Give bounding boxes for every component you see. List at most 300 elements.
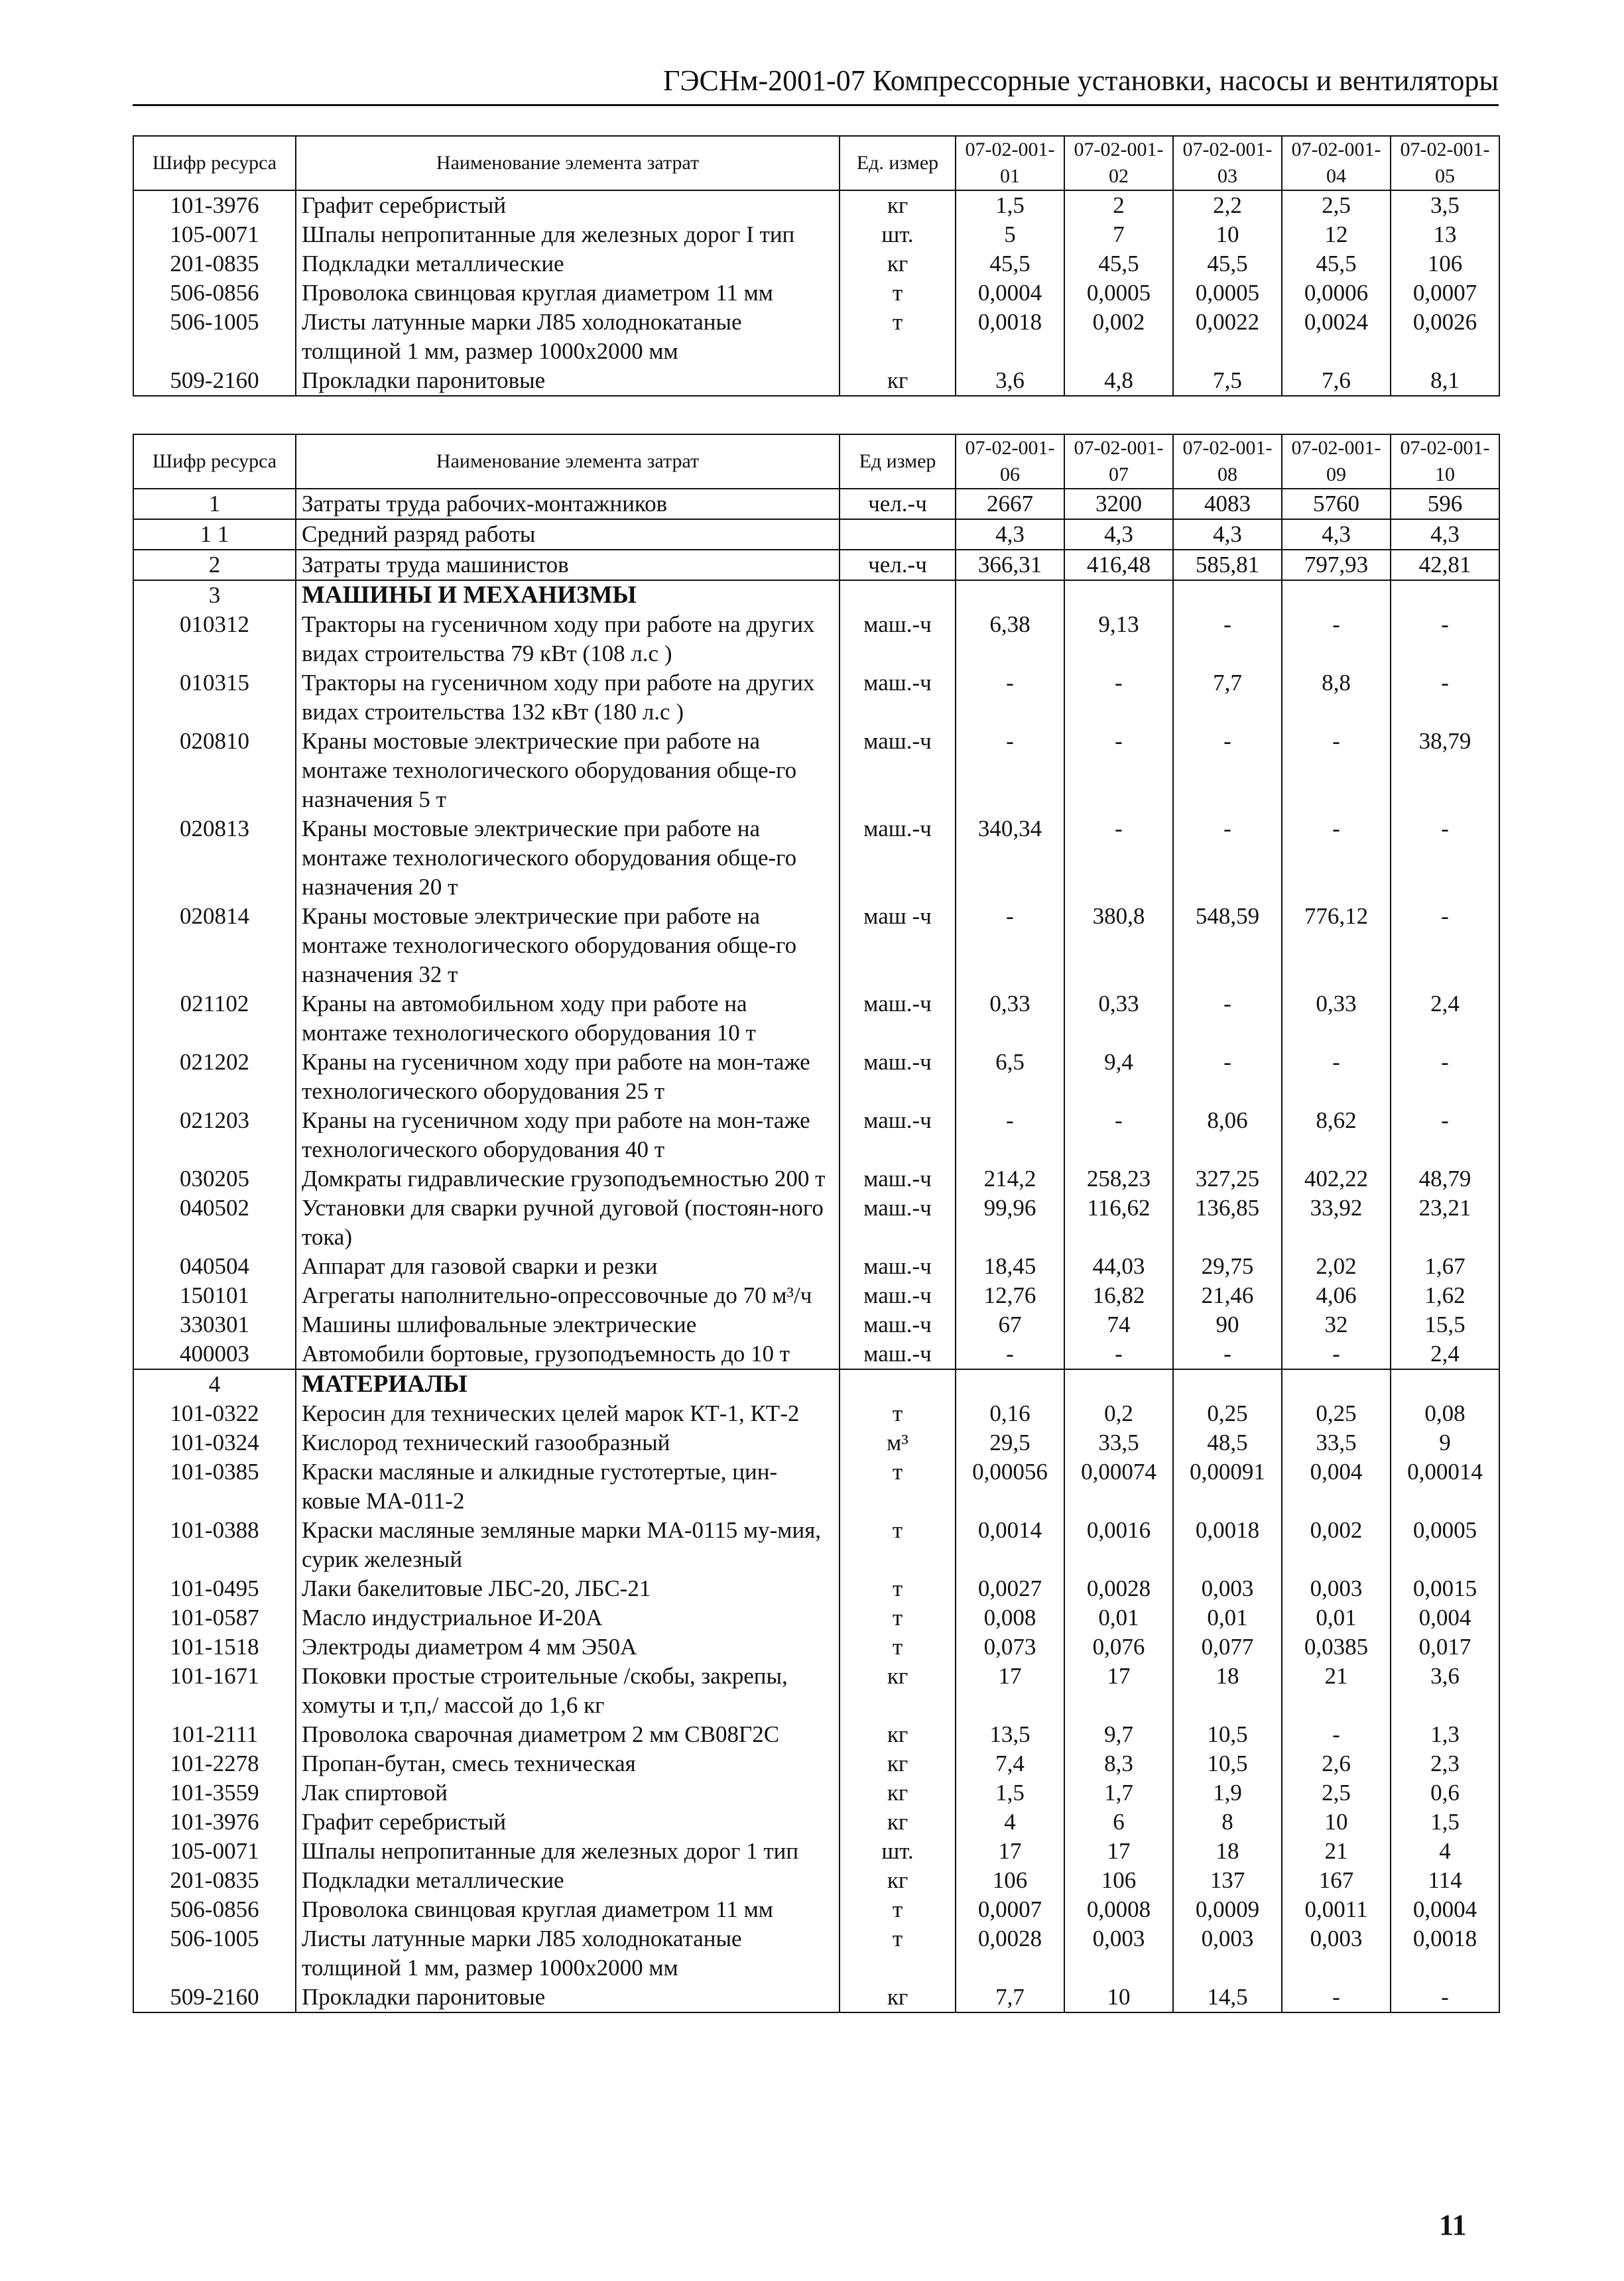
table-cell: 0,0018 (956, 308, 1064, 366)
table-cell: 101-0385 (133, 1457, 296, 1516)
table-row (133, 727, 1499, 814)
table-cell: 101-0388 (133, 1516, 296, 1574)
table-cell: 14,5 (1173, 1983, 1282, 2012)
column-header: 07-02-001-07 (1064, 434, 1173, 489)
table-cell: 0,33 (1282, 989, 1391, 1048)
table-row (133, 1164, 1499, 1194)
table-cell (840, 519, 956, 550)
table-cell: кг (840, 190, 956, 220)
table-cell: 6,38 (956, 610, 1064, 668)
table-cell: 106 (1391, 249, 1499, 278)
table-cell: МАШИНЫ И МЕХАНИЗМЫ (296, 580, 840, 610)
table-cell: т (840, 1633, 956, 1662)
table-cell: кг (840, 249, 956, 278)
table-cell: 0,073 (956, 1633, 1064, 1662)
table-cell: - (1064, 727, 1173, 814)
table-cell: 12 (1282, 220, 1391, 249)
table-cell: 18 (1173, 1837, 1282, 1866)
table-cell: 9,13 (1064, 610, 1173, 668)
table-cell: - (1173, 610, 1282, 668)
table-cell: 9,7 (1064, 1720, 1173, 1749)
table-cell: Аппарат для газовой сварки и резки (296, 1252, 840, 1281)
table-cell: 0,0016 (1064, 1516, 1173, 1574)
table-row (133, 1516, 1499, 1574)
table-cell: кг (840, 1983, 956, 2012)
table-cell: Установки для сварки ручной дуговой (постоян-ного тока) (296, 1194, 840, 1252)
table-cell: 020810 (133, 727, 296, 814)
table-row (133, 1369, 1499, 1399)
table-cell: маш.-ч (840, 1281, 956, 1310)
page-number: 11 (1439, 2209, 1467, 2241)
table-cell: - (1173, 727, 1282, 814)
table-cell: 42,81 (1391, 550, 1499, 580)
table-cell: 48,79 (1391, 1164, 1499, 1194)
table-cell: Домкраты гидравлические грузоподъемностью 200 т (296, 1164, 840, 1194)
table-cell: Подкладки металлические (296, 1866, 840, 1895)
table-cell: - (1064, 814, 1173, 902)
table-cell: 0,0005 (1064, 278, 1173, 308)
page-header-title: ГЭСНм-2001-07 Компрессорные установки, насосы и вентиляторы (133, 64, 1499, 106)
table-cell: Краны мостовые электрические при работе на монтаже технологического оборудования обще-го назначения 5 т (296, 727, 840, 814)
table-cell: Затраты труда машинистов (296, 550, 840, 580)
table-cell: 10,5 (1173, 1749, 1282, 1778)
table-cell: 776,12 (1282, 902, 1391, 989)
column-header: 07-02-001-06 (956, 434, 1064, 489)
table-cell: - (1391, 1983, 1499, 2012)
column-header: 07-02-001-09 (1282, 434, 1391, 489)
table-cell: 1 (133, 489, 296, 519)
column-header: Ед измер (840, 434, 956, 489)
table-cell: 45,5 (1173, 249, 1282, 278)
table-cell: 101-0322 (133, 1399, 296, 1428)
table-cell: 400003 (133, 1339, 296, 1369)
table-cell: 105-0071 (133, 1837, 296, 1866)
table-cell: 0,004 (1282, 1457, 1391, 1516)
table-cell: Электроды диаметром 4 мм Э50А (296, 1633, 840, 1662)
table-header-row (133, 136, 1499, 190)
table-cell: 0,08 (1391, 1399, 1499, 1428)
table-cell: Машины шлифовальные электрические (296, 1310, 840, 1339)
table-row (133, 1720, 1499, 1749)
table-cell: Лаки бакелитовые ЛБС-20, ЛБС-21 (296, 1574, 840, 1603)
table-cell: Кислород технический газообразный (296, 1428, 840, 1457)
table-cell: - (1391, 1048, 1499, 1106)
table-cell: 258,23 (1064, 1164, 1173, 1194)
table-cell: - (1282, 814, 1391, 902)
table-row (133, 1048, 1499, 1106)
table-cell: 1,9 (1173, 1778, 1282, 1808)
table-cell: 4,8 (1064, 366, 1173, 396)
table-cell: 010315 (133, 668, 296, 727)
table-cell: 10 (1282, 1808, 1391, 1837)
table-row (133, 814, 1499, 902)
table-cell: 0,0006 (1282, 278, 1391, 308)
table-cell: - (1064, 668, 1173, 727)
table-cell: 0,0009 (1173, 1895, 1282, 1924)
table-cell: 0,0027 (956, 1574, 1064, 1603)
table-cell: 2,5 (1282, 190, 1391, 220)
table-cell: 4,3 (1391, 519, 1499, 550)
table-row (133, 1662, 1499, 1720)
table-cell: - (1282, 727, 1391, 814)
table-cell: 99,96 (956, 1194, 1064, 1252)
table-row (133, 519, 1499, 550)
table-cell: 2667 (956, 489, 1064, 519)
table-cell: Тракторы на гусеничном ходу при работе на других видах строительства 132 кВт (180 л.с ) (296, 668, 840, 727)
table-cell: 1,5 (1391, 1808, 1499, 1837)
table-cell: 7,5 (1173, 366, 1282, 396)
table-cell: 506-1005 (133, 1924, 296, 1983)
column-header: 07-02-001-08 (1173, 434, 1282, 489)
table-cell: 0,017 (1391, 1633, 1499, 1662)
table-cell: 2,6 (1282, 1749, 1391, 1778)
table-cell: 45,5 (956, 249, 1064, 278)
table-cell: 0,0007 (956, 1895, 1064, 1924)
table-cell: 8,8 (1282, 668, 1391, 727)
table-cell: - (1064, 1339, 1173, 1369)
table-cell: 0,076 (1064, 1633, 1173, 1662)
table-cell: 16,82 (1064, 1281, 1173, 1310)
table-cell: 021202 (133, 1048, 296, 1106)
table-cell: 506-0856 (133, 278, 296, 308)
table-cell: Листы латунные марки Л85 холоднокатаные толщиной 1 мм, размер 1000x2000 мм (296, 1924, 840, 1983)
table-cell: 506-1005 (133, 308, 296, 366)
table-cell: - (1282, 610, 1391, 668)
table-cell: кг (840, 1808, 956, 1837)
table-cell: 106 (956, 1866, 1064, 1895)
table-cell (1173, 1369, 1282, 1399)
table-cell: - (1391, 902, 1499, 989)
table-cell: - (956, 1339, 1064, 1369)
table-cell: маш.-ч (840, 1252, 956, 1281)
table-cell: 010312 (133, 610, 296, 668)
table-cell: 9 (1391, 1428, 1499, 1457)
table-cell: 9,4 (1064, 1048, 1173, 1106)
table-cell: 3,6 (956, 366, 1064, 396)
table-cell: шт. (840, 1837, 956, 1866)
table-row (133, 489, 1499, 519)
table-cell: 114 (1391, 1866, 1499, 1895)
table-cell (840, 1369, 956, 1399)
table-cell: 32 (1282, 1310, 1391, 1339)
column-header: 07-02-001-04 (1282, 136, 1391, 190)
table-row (133, 1457, 1499, 1516)
table-cell: 380,8 (1064, 902, 1173, 989)
table-cell: Масло индустриальное И-20А (296, 1603, 840, 1633)
table-cell: 0,0018 (1391, 1924, 1499, 1983)
table-cell: 6,5 (956, 1048, 1064, 1106)
table-cell: Шпалы непропитанные для железных дорог 1 тип (296, 1837, 840, 1866)
table-cell: т (840, 1895, 956, 1924)
table-cell: 2 (133, 550, 296, 580)
table-row (133, 610, 1499, 668)
table-cell: 0,25 (1173, 1399, 1282, 1428)
table-cell: 0,33 (1064, 989, 1173, 1048)
table-cell: - (1391, 668, 1499, 727)
column-header: 07-02-001-01 (956, 136, 1064, 190)
table-cell: т (840, 1603, 956, 1633)
table-cell: 0,0028 (956, 1924, 1064, 1983)
table-cell (1391, 580, 1499, 610)
table-cell: 101-0587 (133, 1603, 296, 1633)
table-cell: 0,003 (1173, 1924, 1282, 1983)
table-cell (1391, 1369, 1499, 1399)
table-cell: 12,76 (956, 1281, 1064, 1310)
column-header: Шифр ресурса (133, 136, 296, 190)
table-cell: т (840, 1399, 956, 1428)
table-cell: 17 (1064, 1662, 1173, 1720)
table-cell: т (840, 1574, 956, 1603)
table-cell: Шпалы непропитанные для железных дорог I тип (296, 220, 840, 249)
table-cell: 18 (1173, 1662, 1282, 1720)
table-cell: 45,5 (1282, 249, 1391, 278)
table-cell: 7,4 (956, 1749, 1064, 1778)
table-cell: 0,16 (956, 1399, 1064, 1428)
table-cell: 18,45 (956, 1252, 1064, 1281)
table-cell: 0,0004 (956, 278, 1064, 308)
table-cell: 33,92 (1282, 1194, 1391, 1252)
table-cell: 116,62 (1064, 1194, 1173, 1252)
table-cell: 0,004 (1391, 1603, 1499, 1633)
table-cell: 4083 (1173, 489, 1282, 519)
table-cell: 7,7 (1173, 668, 1282, 727)
table-cell: маш.-ч (840, 1164, 956, 1194)
table-cell: 101-3559 (133, 1778, 296, 1808)
table-cell: 020813 (133, 814, 296, 902)
table-cell: 0,00074 (1064, 1457, 1173, 1516)
table-cell: кг (840, 1749, 956, 1778)
table-cell: 0,0005 (1173, 278, 1282, 308)
table-row (133, 989, 1499, 1048)
table-cell: 0,0026 (1391, 308, 1499, 366)
table-cell: маш.-ч (840, 989, 956, 1048)
table-row (133, 1252, 1499, 1281)
table-cell: чел.-ч (840, 550, 956, 580)
table-cell: 1,7 (1064, 1778, 1173, 1808)
table-row (133, 1778, 1499, 1808)
table-row (133, 308, 1499, 366)
table-cell: шт. (840, 220, 956, 249)
table-cell: 040504 (133, 1252, 296, 1281)
table-cell: маш.-ч (840, 727, 956, 814)
table-cell: 0,2 (1064, 1399, 1173, 1428)
table-cell: 2,3 (1391, 1749, 1499, 1778)
table-row (133, 1866, 1499, 1895)
table-cell: 101-0495 (133, 1574, 296, 1603)
table-cell: 105-0071 (133, 220, 296, 249)
table-cell: Графит серебристый (296, 190, 840, 220)
table-row (133, 1808, 1499, 1837)
table-cell: 340,34 (956, 814, 1064, 902)
table-cell: 136,85 (1173, 1194, 1282, 1252)
table-cell: кг (840, 1720, 956, 1749)
table-cell: - (1173, 1339, 1282, 1369)
table-cell: 0,0004 (1391, 1895, 1499, 1924)
table-cell: 8,1 (1391, 366, 1499, 396)
column-header: 07-02-001-03 (1173, 136, 1282, 190)
table-cell: 0,25 (1282, 1399, 1391, 1428)
table-cell: 90 (1173, 1310, 1282, 1339)
table-cell: 402,22 (1282, 1164, 1391, 1194)
table-cell: 0,0024 (1282, 308, 1391, 366)
table-cell: 33,5 (1282, 1428, 1391, 1457)
table-cell: 040502 (133, 1194, 296, 1252)
table-row (133, 550, 1499, 580)
table-cell: кг (840, 1778, 956, 1808)
table-row (133, 1106, 1499, 1164)
table-cell: 0,003 (1282, 1924, 1391, 1983)
table-cell: кг (840, 1662, 956, 1720)
table-row (133, 1339, 1499, 1369)
table-cell: 021102 (133, 989, 296, 1048)
table-cell: 21 (1282, 1662, 1391, 1720)
table-cell (1173, 580, 1282, 610)
table-cell: 5760 (1282, 489, 1391, 519)
table-cell (1282, 1369, 1391, 1399)
table-cell: маш -ч (840, 902, 956, 989)
table-cell: 6 (1064, 1808, 1173, 1837)
table-cell: чел.-ч (840, 489, 956, 519)
table-cell: 0,002 (1282, 1516, 1391, 1574)
table-cell: 0,0011 (1282, 1895, 1391, 1924)
table-cell: 506-0856 (133, 1895, 296, 1924)
table-cell: 4,3 (1064, 519, 1173, 550)
table-cell: 0,002 (1064, 308, 1173, 366)
table-row (133, 190, 1499, 220)
table-cell: Керосин для технических целей марок КТ-1, КТ-2 (296, 1399, 840, 1428)
column-header: Шифр ресурса (133, 434, 296, 489)
table-cell: 29,5 (956, 1428, 1064, 1457)
table-cell: 509-2160 (133, 366, 296, 396)
table-cell: 1 1 (133, 519, 296, 550)
table-row (133, 1837, 1499, 1866)
table-cell: 4 (133, 1369, 296, 1399)
table-cell: 0,0008 (1064, 1895, 1173, 1924)
table-cell: 8,06 (1173, 1106, 1282, 1164)
table-cell: 74 (1064, 1310, 1173, 1339)
table-cell: Краски масляные и алкидные густотертые, цин-ковые МА-011-2 (296, 1457, 840, 1516)
table-cell: 201-0835 (133, 1866, 296, 1895)
table-cell: 7,7 (956, 1983, 1064, 2012)
table-cell: 0,6 (1391, 1778, 1499, 1808)
table-cell: 7 (1064, 220, 1173, 249)
table-cell: 45,5 (1064, 249, 1173, 278)
table-cell: маш.-ч (840, 814, 956, 902)
table-cell: - (956, 902, 1064, 989)
table-cell: 0,0022 (1173, 308, 1282, 366)
table-cell: 101-3976 (133, 1808, 296, 1837)
table-cell (956, 580, 1064, 610)
table-cell (1282, 580, 1391, 610)
table-cell: Затраты труда рабочих-монтажников (296, 489, 840, 519)
table-cell: 17 (956, 1837, 1064, 1866)
table-cell: т (840, 278, 956, 308)
table-cell: 101-2111 (133, 1720, 296, 1749)
table-cell: 416,48 (1064, 550, 1173, 580)
table-row (133, 249, 1499, 278)
table-cell: Краны мостовые электрические при работе на монтаже технологического оборудования обще-го назначения 32 т (296, 902, 840, 989)
column-header: 07-02-001-05 (1391, 136, 1499, 190)
table-cell: 2,2 (1173, 190, 1282, 220)
table-cell: 1,3 (1391, 1720, 1499, 1749)
table-cell: 2 (1064, 190, 1173, 220)
table-cell: т (840, 1924, 956, 1983)
table-cell: 0,01 (1064, 1603, 1173, 1633)
table-cell: 214,2 (956, 1164, 1064, 1194)
table-cell: 2,02 (1282, 1252, 1391, 1281)
table-cell: Прокладки паронитовые (296, 366, 840, 396)
table-cell: 4,3 (1282, 519, 1391, 550)
table-cell: 5 (956, 220, 1064, 249)
table-cell: Проволока сварочная диаметром 2 мм СВ08Г2С (296, 1720, 840, 1749)
table-cell: - (956, 668, 1064, 727)
table-row (133, 1310, 1499, 1339)
table-cell (1064, 580, 1173, 610)
table-cell: 106 (1064, 1866, 1173, 1895)
table-cell: - (1282, 1983, 1391, 2012)
table-cell: 10 (1064, 1983, 1173, 2012)
table-cell: - (1282, 1339, 1391, 1369)
table-cell: 67 (956, 1310, 1064, 1339)
table-cell: 4,06 (1282, 1281, 1391, 1310)
table-cell: - (1391, 814, 1499, 902)
table-cell: - (1282, 1720, 1391, 1749)
table-cell: 1,5 (956, 1778, 1064, 1808)
table-cell: 0,003 (1173, 1574, 1282, 1603)
table-cell: 4 (956, 1808, 1064, 1837)
table-cell: 0,01 (1173, 1603, 1282, 1633)
table-cell: 3 (133, 580, 296, 610)
table-cell: 3200 (1064, 489, 1173, 519)
table-cell: 797,93 (1282, 550, 1391, 580)
table-cell: 0,00091 (1173, 1457, 1282, 1516)
table-cell: 366,31 (956, 550, 1064, 580)
table-cell: 7,6 (1282, 366, 1391, 396)
table-cell: маш.-ч (840, 1048, 956, 1106)
table-row (133, 1574, 1499, 1603)
table-cell: 10,5 (1173, 1720, 1282, 1749)
table-cell: 0,0007 (1391, 278, 1499, 308)
table-cell: 13 (1391, 220, 1499, 249)
table-cell: 1,67 (1391, 1252, 1499, 1281)
table-cell: 17 (956, 1662, 1064, 1720)
table-row (133, 1895, 1499, 1924)
table-cell: 3,6 (1391, 1662, 1499, 1720)
table-cell: 33,5 (1064, 1428, 1173, 1457)
table-cell: - (1282, 1048, 1391, 1106)
table-cell: 021203 (133, 1106, 296, 1164)
table-cell: - (1173, 1048, 1282, 1106)
table-cell: Краны на гусеничном ходу при работе на мон-таже технологического оборудования 25 т (296, 1048, 840, 1106)
table-cell: 509-2160 (133, 1983, 296, 2012)
resource-table-top (133, 135, 1500, 397)
table-cell: 17 (1064, 1837, 1173, 1866)
table-row (133, 278, 1499, 308)
table-cell: 150101 (133, 1281, 296, 1310)
table-cell: 10 (1173, 220, 1282, 249)
table-header-row (133, 434, 1499, 489)
table-cell (840, 580, 956, 610)
table-cell: 4 (1391, 1837, 1499, 1866)
table-cell: 1,62 (1391, 1281, 1499, 1310)
table-cell: 201-0835 (133, 249, 296, 278)
table-row (133, 220, 1499, 249)
table-cell: маш.-ч (840, 668, 956, 727)
table-cell: маш.-ч (840, 1339, 956, 1369)
table-cell: 0,0028 (1064, 1574, 1173, 1603)
table-cell: Тракторы на гусеничном ходу при работе на других видах строительства 79 кВт (108 л.с ) (296, 610, 840, 668)
table-cell: Краны на гусеничном ходу при работе на мон-таже технологического оборудования 40 т (296, 1106, 840, 1164)
